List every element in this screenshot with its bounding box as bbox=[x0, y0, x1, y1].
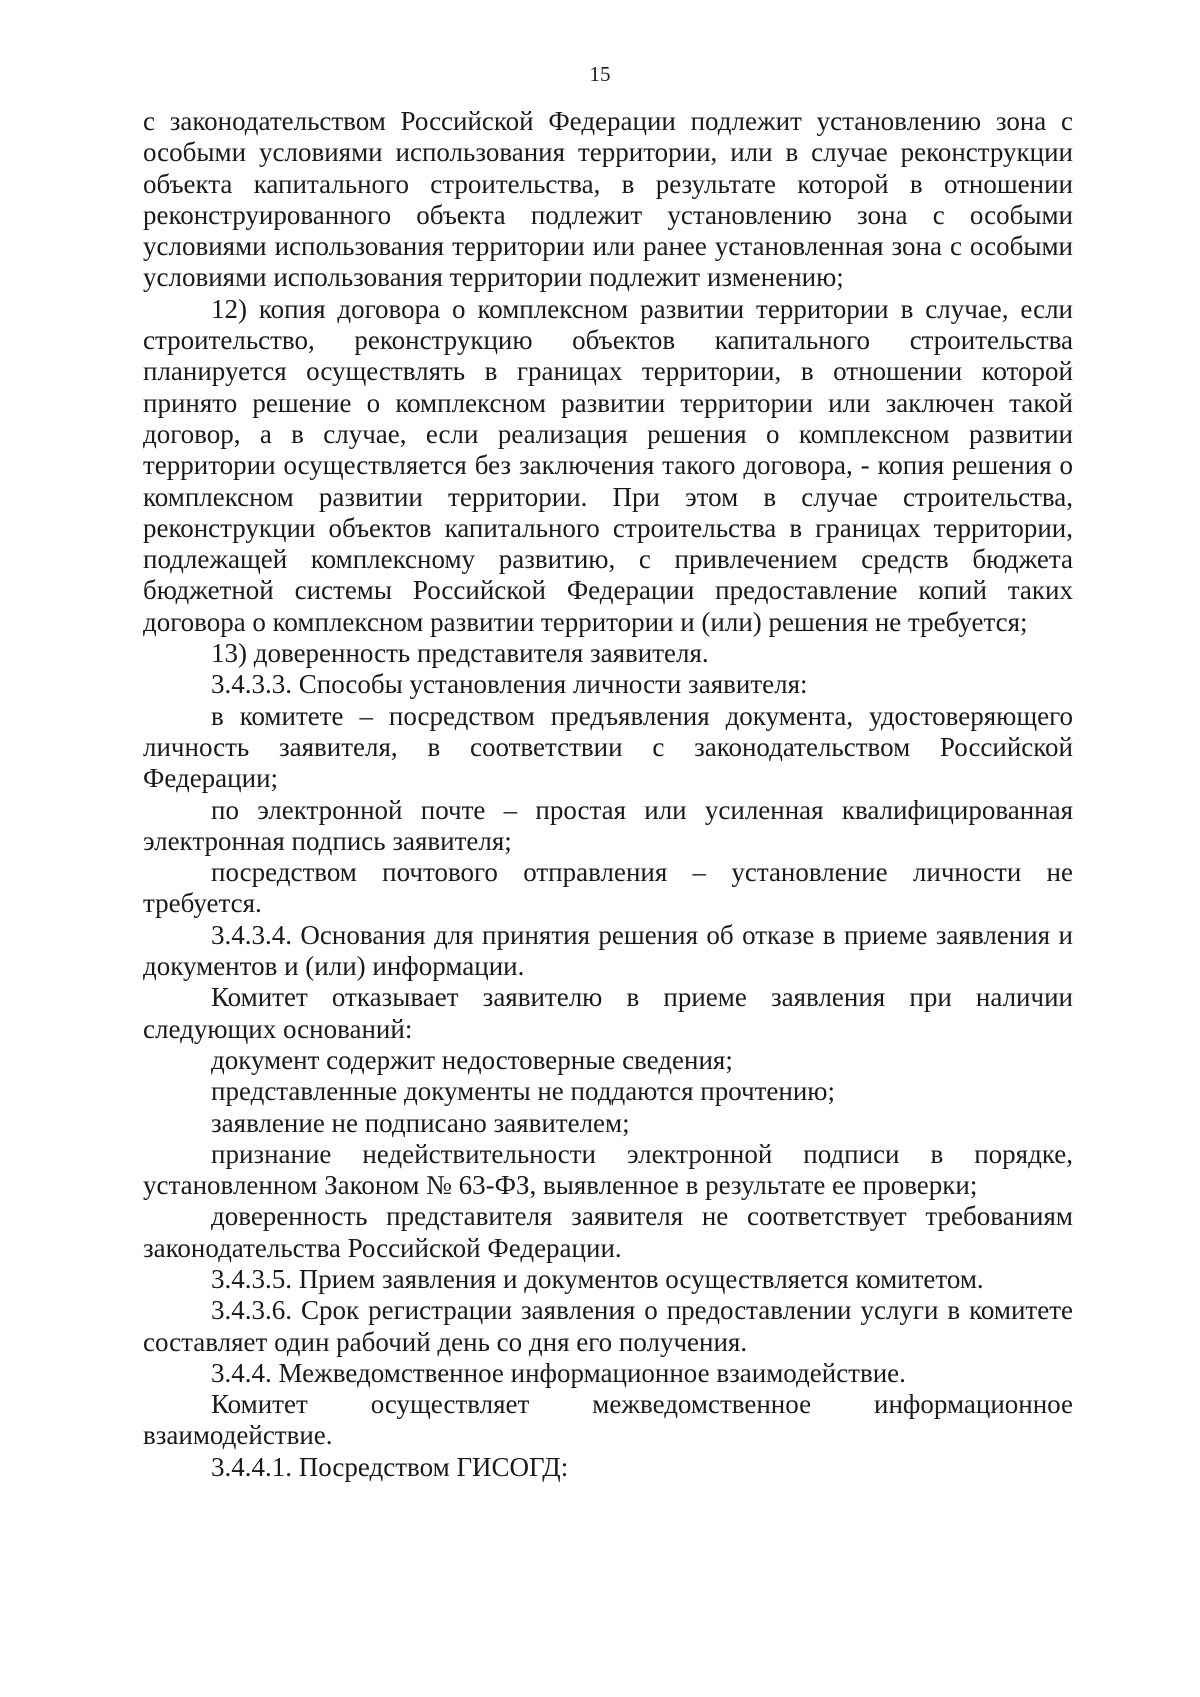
paragraph: 12) копия договора о комплексном развитии территории в случае, если строительство, реконструкцию объектов капитального строительства планируется осуществлять в границах территории, в отношении которой принято решение о комплексном развитии территории или заключен такой договор, а в случае, если реализация решения о комплексном развитии территории осуществляется без заключения такого договора, - копия решения о комплексном развитии территории. При этом в случае строительства, реконструкции объектов капитального строительства в границах территории, подлежащей комплексному развитию, с привлечением средств бюджета бюджетной системы Российской Федерации предоставление копий таких договора о комплексном развитии территории и (или) решения не требуется; bbox=[143, 293, 1073, 637]
paragraph: Комитет осуществляет межведомственное информационное взаимодействие. bbox=[143, 1389, 1073, 1451]
paragraph: признание недействительности электронной подписи в порядке, установленном Законом № 63-ФЗ, выявленное в результате ее проверки; bbox=[143, 1138, 1073, 1201]
paragraph: с законодательством Российской Федерации подлежит установлению зона с особыми условиями использования территории, или в случае реконструкции объекта капитального строительства, в результате которой в отношении реконструированного объекта подлежит установлению зона с особыми условиями использования территории или ранее установленная зона с особыми условиями использования территории подлежит изменению; bbox=[143, 106, 1073, 293]
paragraph: документ содержит недостоверные сведения; bbox=[211, 1044, 733, 1075]
paragraph: доверенность представителя заявителя не соответствует требованиям законодательства Российской Федерации. bbox=[143, 1201, 1073, 1263]
paragraph: представленные документы не поддаются прочтению; bbox=[211, 1076, 835, 1107]
paragraph: Комитет отказывает заявителю в приеме заявления при наличии следующих оснований: bbox=[143, 982, 1073, 1044]
document-body bbox=[143, 106, 1073, 1483]
paragraph: 3.4.3.5. Прием заявления и документов осуществляется комитетом. bbox=[211, 1263, 984, 1294]
paragraph: 3.4.4.1. Посредством ГИСОГД: bbox=[211, 1451, 569, 1482]
page-number: 15 bbox=[589, 62, 611, 86]
paragraph: 3.4.3.6. Срок регистрации заявления о предоставлении услуги в комитете составляет один рабочий день со дня его получения. bbox=[143, 1295, 1073, 1357]
paragraph: по электронной почте – простая или усиленная квалифицированная электронная подпись заявителя; bbox=[143, 794, 1073, 856]
paragraph: заявление не подписано заявителем; bbox=[211, 1107, 630, 1138]
paragraph: 3.4.3.4. Основания для принятия решения об отказе в приеме заявления и документов и (или) информации. bbox=[143, 919, 1073, 982]
paragraph: 3.4.3.3. Способы установления личности заявителя: bbox=[211, 669, 808, 700]
paragraph: 13) доверенность представителя заявителя. bbox=[211, 638, 709, 669]
paragraph: в комитете – посредством предъявления документа, удостоверяющего личность заявителя, в соответствии с законодательством Российской Федерации; bbox=[143, 700, 1073, 794]
paragraph: 3.4.4. Межведомственное информационное взаимодействие. bbox=[211, 1357, 906, 1388]
paragraph: посредством почтового отправления – установление личности не требуется. bbox=[143, 857, 1073, 919]
